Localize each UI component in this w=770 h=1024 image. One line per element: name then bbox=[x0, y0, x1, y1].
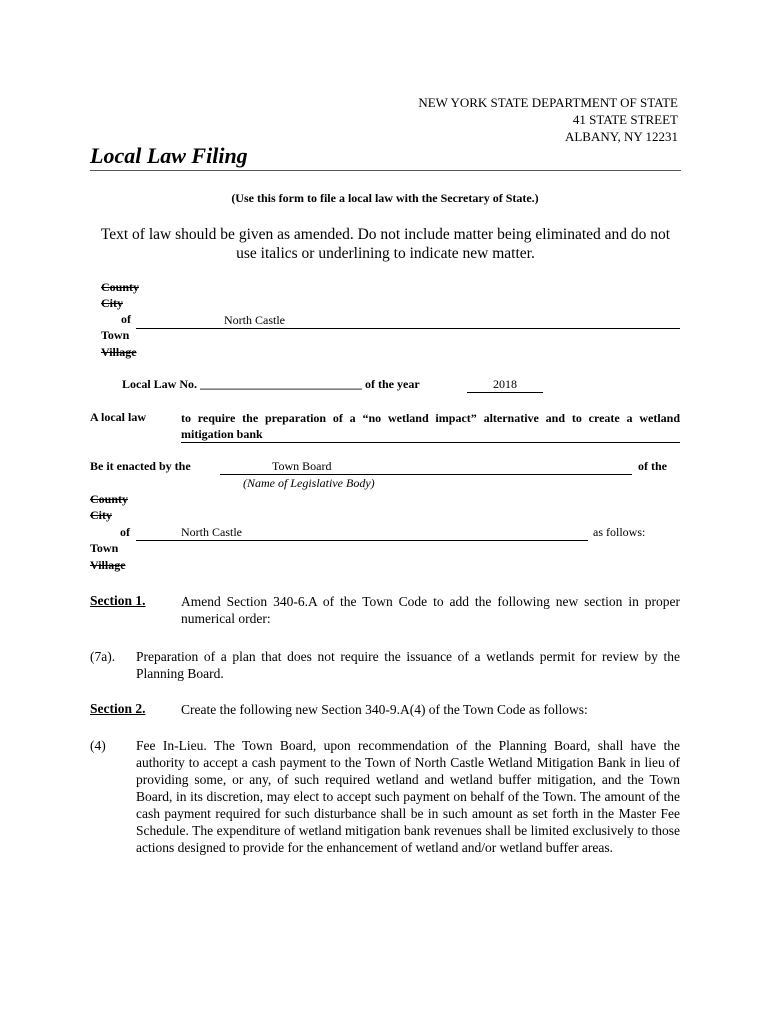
department-city: ALBANY, NY 12231 bbox=[564, 129, 678, 144]
item-4-text: Fee In-Lieu. The Town Board, upon recommendation of the Planning Board, shall have the authority to accept a cash payment to the Town of North Castle Wetland Mitigation Bank in lieu of providing some, or any, of such required wetland and wetland buffer mitigation, and the Town Board, in its discretion, may elect to accept such payment on behalf of the Town. The amount of the cash payment required for such disturbance shall be in such amount as set forth in the Master Fee Schedule. The expenditure of wetland mitigation bank revenues shall be limited exclusively to those actions designed to provide for the enhancement of wetland and/or wetland buffer areas. bbox=[136, 738, 680, 855]
a-local-law-label: A local law bbox=[90, 410, 146, 424]
title-divider bbox=[90, 170, 681, 171]
department-street: 41 STATE STREET bbox=[572, 112, 678, 127]
of-the-label: of the bbox=[638, 459, 667, 473]
section-1-text: Amend Section 340-6.A of the Town Code to add the following new section in proper numerical order: bbox=[181, 594, 680, 626]
section-1-label: Section 1. bbox=[90, 593, 146, 608]
form-usage-note: (Use this form to file a local law with the Secretary of State.) bbox=[231, 191, 539, 205]
local-law-purpose: to require the preparation of a “no wetland impact” alternative and to create a wetland mitigation bank bbox=[181, 411, 680, 441]
option-county-struck: County bbox=[101, 280, 140, 294]
year-field bbox=[467, 377, 543, 393]
option-village-struck: Village bbox=[101, 345, 137, 359]
item-7a-label: (7a). bbox=[90, 649, 116, 664]
legislative-body-caption: (Name of Legislative Body) bbox=[243, 476, 375, 490]
legislative-body-name: Town Board bbox=[272, 459, 332, 473]
option-village-struck-2: Village bbox=[90, 558, 126, 572]
local-law-number-blank: ___________________________ bbox=[200, 377, 362, 391]
section-2-text: Create the following new Section 340-9.A(4) of the Town Code as follows: bbox=[181, 702, 588, 717]
of-label: of bbox=[121, 312, 131, 326]
municipality-name-field-2 bbox=[136, 525, 588, 541]
instructions-text: Text of law should be given as amended. Do not include matter being eliminated and do not use italics or underlining to indicate new matter. bbox=[100, 226, 671, 262]
legislative-body-field bbox=[220, 459, 632, 475]
as-follows-label: as follows: bbox=[593, 525, 646, 539]
local-law-number-label: Local Law No. bbox=[122, 377, 197, 391]
form-title: Local Law Filing bbox=[90, 143, 248, 168]
item-7a-text: Preparation of a plan that does not require the issuance of a wetlands permit for review by the Planning Board. bbox=[136, 649, 680, 681]
item-4-label: (4) bbox=[90, 738, 106, 753]
option-county-struck-2: County bbox=[90, 492, 129, 506]
option-town-2: Town bbox=[90, 541, 119, 555]
municipality-name: North Castle bbox=[224, 313, 285, 327]
option-town: Town bbox=[101, 328, 130, 342]
municipality-name-2: North Castle bbox=[181, 525, 242, 539]
municipality-name-field bbox=[136, 313, 680, 329]
option-city-struck: City bbox=[101, 296, 123, 310]
department-name: NEW YORK STATE DEPARTMENT OF STATE bbox=[418, 95, 678, 110]
of-label-2: of bbox=[120, 525, 130, 539]
local-law-number-line bbox=[122, 377, 420, 392]
year-label: of the year bbox=[365, 377, 420, 391]
section-2-label: Section 2. bbox=[90, 701, 146, 716]
option-city-struck-2: City bbox=[90, 508, 112, 522]
year-value: 2018 bbox=[493, 377, 517, 391]
enacted-label: Be it enacted by the bbox=[90, 459, 191, 473]
